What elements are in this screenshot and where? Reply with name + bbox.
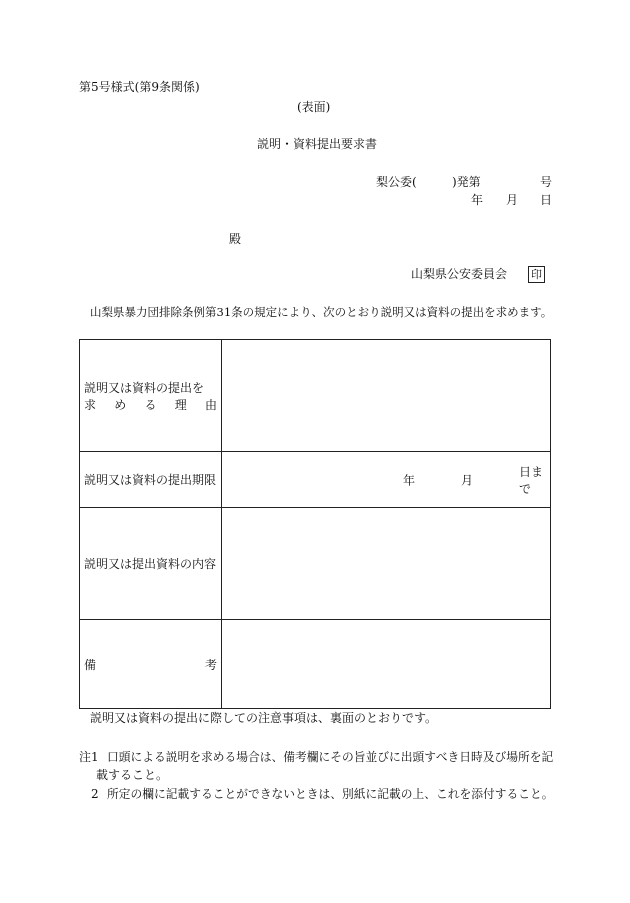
field-deadline[interactable]	[222, 452, 551, 508]
label-reason-line1: 説明又は資料の提出を	[84, 380, 205, 395]
label-reason-char: 由	[204, 397, 217, 412]
issue-date-year: 年	[471, 193, 484, 207]
row-deadline	[80, 452, 551, 508]
label-reason-char: る	[144, 397, 157, 412]
seal-mark: 印	[528, 266, 545, 283]
field-reason[interactable]	[222, 340, 551, 452]
row-content	[80, 508, 551, 620]
document-title: 説明・資料提出要求書	[257, 137, 378, 151]
label-remarks	[80, 620, 222, 709]
label-content: 説明又は提出資料の内容	[80, 508, 222, 620]
label-remarks-text	[84, 656, 217, 673]
intro-text: 山梨県暴力団排除条例第31条の規定により、次のとおり説明又は資料の提出を求めます。	[90, 305, 553, 319]
deadline-day: 日まで	[519, 464, 544, 496]
issue-number-prefix: 梨公委(	[376, 175, 417, 189]
row-reason	[80, 340, 551, 452]
field-remarks[interactable]	[222, 620, 551, 709]
label-reason-char: 理	[174, 397, 187, 412]
issue-number-suffix: 号	[540, 175, 553, 189]
note2-text: 所定の欄に記載することができないときは、別紙に記載の上、これを添付すること。	[107, 787, 554, 801]
deadline-month: 月	[461, 473, 474, 487]
label-reason-line2	[84, 396, 217, 413]
label-reason-char: 求	[84, 397, 97, 412]
label-remarks-char: 考	[204, 657, 217, 672]
issue-date-day: 日	[540, 193, 553, 207]
note-label: 注1	[79, 750, 99, 764]
note2-number: 2	[91, 787, 99, 801]
side-indicator: (表面)	[297, 100, 331, 114]
label-remarks-char: 備	[84, 657, 97, 672]
note1-line2: 載すること。	[96, 768, 169, 782]
recipient-honorific: 殿	[229, 232, 242, 246]
field-content[interactable]	[222, 508, 551, 620]
caution-text: 説明又は資料の提出に際しての注意事項は、裏面のとおりです。	[90, 711, 438, 725]
issue-number-middle: )発第	[452, 175, 481, 189]
issuer-name: 山梨県公安委員会	[411, 267, 508, 281]
form-number: 第5号様式(第9条関係)	[79, 80, 200, 94]
label-reason-char: め	[114, 397, 127, 412]
label-deadline: 説明又は資料の提出期限	[80, 452, 222, 508]
deadline-year: 年	[403, 473, 416, 487]
request-form-table	[79, 339, 551, 709]
issue-date-month: 月	[506, 193, 519, 207]
note1-line1: 口頭による説明を求める場合は、備考欄にその旨並びに出頭すべき日時及び場所を記	[107, 750, 554, 764]
label-reason	[80, 340, 222, 452]
row-remarks	[80, 620, 551, 709]
